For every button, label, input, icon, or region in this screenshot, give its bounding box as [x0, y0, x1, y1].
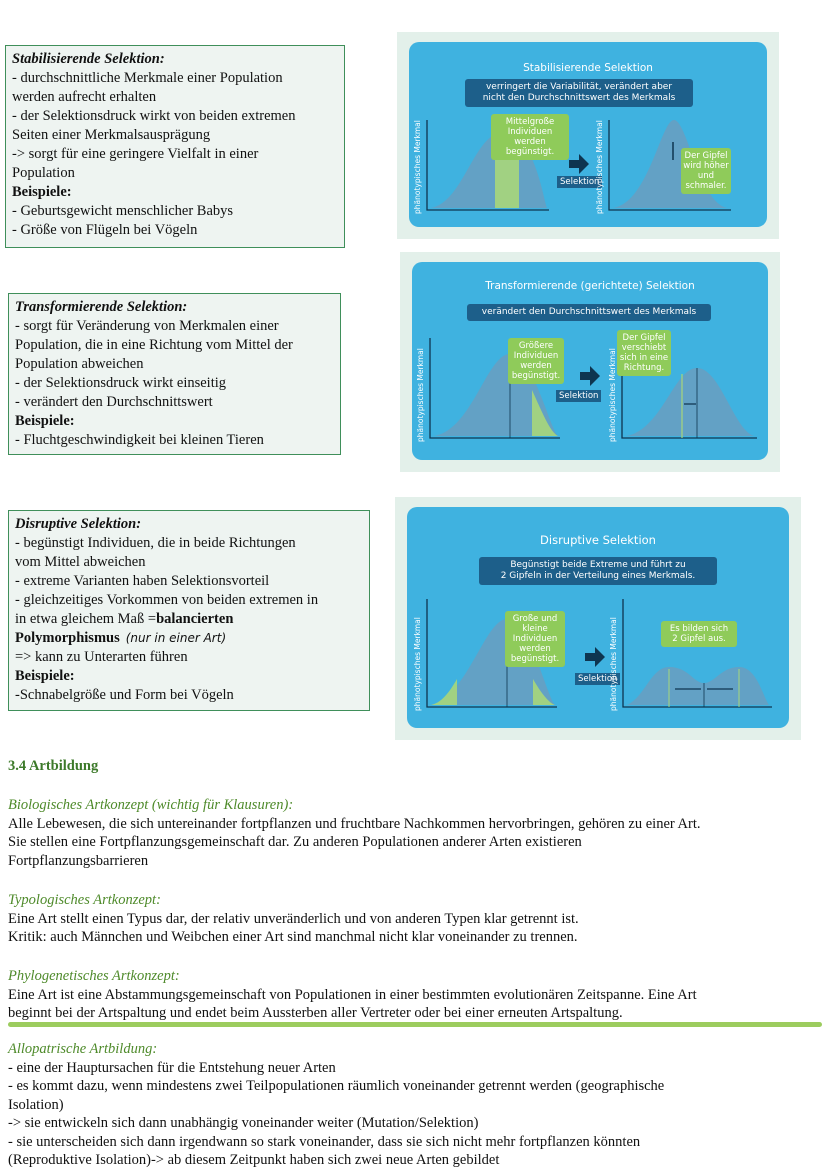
directional-line: - der Selektionsdruck wirkt einseitig: [15, 375, 227, 391]
figure-title: Transformierende (gerichtete) Selektion: [485, 280, 695, 292]
figure-subtitle: Begünstigt beide Extreme und führt zu 2 Gipfeln in der Verteilung eines Merkmals.: [479, 557, 717, 585]
figure-bubble-left: Mittelgroße Individuen werden begünstigt.: [491, 114, 569, 160]
figure-bubble-right: Der Gipfel wird höher und schmaler.: [681, 148, 731, 194]
typo-concept-heading: Typologisches Artkonzept:: [8, 892, 161, 908]
phylo-concept-heading: Phylogenetisches Artkonzept:: [8, 968, 180, 984]
figure-arrow-label: Selektion: [556, 390, 601, 402]
polymorphism-term: Polymorphismus: [15, 630, 120, 646]
allopatric-heading: Allopatrische Artbildung:: [8, 1041, 158, 1057]
figure-subtitle: verändert den Durchschnittswert des Merkmals: [467, 304, 711, 321]
stabilizing-line: -> sorgt für eine geringere Vielfalt in einer: [12, 146, 259, 162]
stabilizing-line: werden aufrecht erhalten: [12, 89, 157, 105]
stabilizing-selection-box: [5, 45, 345, 248]
figure-bubble-right: Es bilden sich 2 Gipfel aus.: [661, 621, 737, 647]
section-title: 3.4 Artbildung: [8, 758, 99, 774]
figure-axis-label: phänotypisches Merkmal: [609, 617, 618, 711]
disruptive-line: - extreme Varianten haben Selektionsvorteil: [15, 573, 270, 589]
allopatric-line: - es kommt dazu, wenn mindestens zwei Teilpopulationen räumlich voneinander getrennt werden (geographische: [8, 1078, 665, 1094]
typo-concept-line: Kritik: auch Männchen und Weibchen einer Art sind manchmal nicht klar voneinander zu trennen.: [8, 929, 578, 945]
stabilizing-heading: Stabilisierende Selektion:: [12, 51, 165, 67]
stabilizing-figure-card: [409, 42, 767, 227]
disruptive-line: - gleichzeitiges Vorkommen von beiden extremen in: [15, 592, 319, 608]
stabilizing-line: - der Selektionsdruck wirkt von beiden extremen: [12, 108, 296, 124]
disruptive-curves: [407, 507, 789, 728]
balanced-term: balancierten: [156, 611, 234, 627]
allopatric-line: Isolation): [8, 1096, 64, 1113]
disruptive-figure-panel: [395, 497, 801, 740]
directional-line: Population, die in eine Richtung vom Mittel der: [15, 337, 293, 353]
bio-concept-heading: Biologisches Artkonzept (wichtig für Klausuren):: [8, 797, 294, 813]
highlight-underline: [8, 1022, 822, 1027]
directional-examples-label: Beispiele:: [15, 413, 75, 429]
typo-concept-line: Eine Art stellt einen Typus dar, der relativ unveränderlich und von anderen Typen klar getrennt ist.: [8, 910, 579, 927]
disruptive-heading: Disruptive Selektion:: [15, 516, 142, 532]
figure-axis-label: phänotypisches Merkmal: [413, 120, 422, 214]
stabilizing-examples-label: Beispiele:: [12, 184, 72, 200]
disruptive-example: -Schnabelgröße und Form bei Vögeln: [15, 687, 234, 703]
allopatric-section: [8, 1040, 820, 1170]
directional-line: Population abweichen: [15, 356, 144, 372]
disruptive-line: - begünstigt Individuen, die in beide Richtungen: [15, 535, 296, 551]
bio-concept-line: Alle Lebewesen, die sich untereinander fortpflanzen und fruchtbare Nachkommen hervorbringen, gehören zu einer Art.: [8, 815, 701, 832]
figure-bubble-left: Große und kleine Individuen werden begünstigt.: [505, 611, 565, 667]
figure-axis-label: phänotypisches Merkmal: [413, 617, 422, 711]
allopatric-line: -> sie entwickeln sich dann unabhängig voneinander weiter (Mutation/Selektion): [8, 1115, 479, 1131]
disruptive-line: => kann zu Unterarten führen: [15, 649, 188, 665]
directional-line: - sorgt für Veränderung von Merkmalen einer: [15, 318, 279, 334]
directional-figure-panel: [400, 252, 780, 472]
phylo-concept-line: Eine Art ist eine Abstammungsgemeinschaft von Populationen in einer bestimmten evolutionären Zeitspanne. Eine Art: [8, 986, 697, 1003]
phylo-concept-section: [8, 967, 820, 1023]
bio-concept-line: Fortpflanzungsbarrieren: [8, 852, 149, 869]
stabilizing-example: - Geburtsgewicht menschlicher Babys: [12, 203, 234, 219]
disruptive-line: [15, 629, 363, 648]
allopatric-line: - eine der Hauptursachen für die Entstehung neuer Arten: [8, 1059, 336, 1076]
bio-concept-line: Sie stellen eine Fortpflanzungsgemeinschaft dar. Zu anderen Populationen anderer Arten existieren: [8, 834, 582, 850]
disruptive-selection-box: [8, 510, 370, 711]
typo-concept-section: [8, 891, 820, 947]
disruptive-examples-label: Beispiele:: [15, 668, 75, 684]
stabilizing-line: Population: [12, 165, 75, 181]
stabilizing-curves: [409, 42, 767, 227]
stabilizing-figure-panel: [397, 32, 779, 239]
allopatric-line: - sie unterscheiden sich dann irgendwann so stark voneinander, dass sie sich nicht mehr fortpflanzen könnten: [8, 1133, 641, 1150]
disruptive-figure-card: [407, 507, 789, 728]
figure-title: Disruptive Selektion: [540, 533, 656, 547]
directional-example: - Fluchtgeschwindigkeit bei kleinen Tieren: [15, 432, 264, 448]
disruptive-line: vom Mittel abweichen: [15, 554, 146, 570]
figure-bubble-left: Größere Individuen werden begünstigt.: [508, 338, 564, 384]
stabilizing-line: - durchschnittliche Merkmale einer Population: [12, 70, 283, 86]
handwritten-note: (nur in einer Art): [125, 631, 227, 645]
directional-heading: Transformierende Selektion:: [15, 299, 188, 315]
figure-axis-label: phänotypisches Merkmal: [595, 120, 604, 214]
directional-curves: [412, 262, 768, 460]
figure-arrow-label: Selektion: [575, 673, 620, 685]
figure-axis-label: phänotypisches Merkmal: [608, 348, 617, 442]
figure-axis-label: phänotypisches Merkmal: [416, 348, 425, 442]
bio-concept-section: [8, 796, 820, 870]
figure-subtitle: verringert die Variabilität, verändert aber nicht den Durchschnittswert des Merkmals: [465, 79, 693, 107]
directional-selection-box: [8, 293, 341, 455]
directional-line: - verändert den Durchschnittswert: [15, 394, 213, 410]
stabilizing-example: - Größe von Flügeln bei Vögeln: [12, 222, 198, 238]
phylo-concept-line: beginnt bei der Artspaltung und endet beim Aussterben aller Vertreter oder bei einer erneuten Artspaltung.: [8, 1005, 623, 1021]
figure-bubble-right: Der Gipfel verschiebt sich in eine Richtung.: [617, 330, 671, 376]
directional-figure-card: [412, 262, 768, 460]
figure-title: Stabilisierende Selektion: [523, 62, 653, 74]
disruptive-line: in etwa gleichem Maß =balancierten: [15, 611, 234, 627]
allopatric-line: (Reproduktive Isolation)-> ab diesem Zeitpunkt haben sich zwei neue Arten gebildet: [8, 1152, 500, 1168]
stabilizing-line: Seiten einer Merkmalsausprägung: [12, 127, 211, 143]
figure-arrow-label: Selektion: [557, 176, 602, 188]
